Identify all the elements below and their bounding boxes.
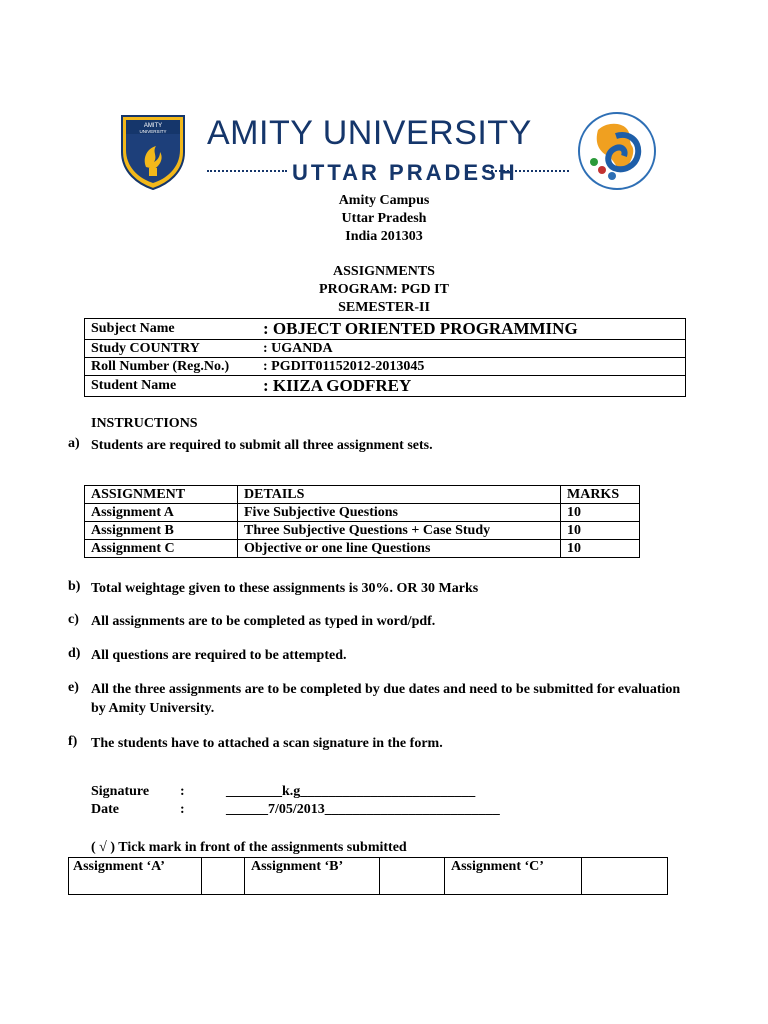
item-letter: b) xyxy=(68,579,81,594)
item-text: Students are required to submit all three assignment sets. xyxy=(91,438,433,453)
address-line-2: Uttar Pradesh xyxy=(341,211,427,226)
heading-semester: SEMESTER-II xyxy=(338,300,430,315)
item-letter: a) xyxy=(68,436,80,451)
item-text: All the three assignments are to be completed by due dates and need to be submitted for evaluation by Amity University. xyxy=(91,682,681,716)
university-subtitle: UTTAR PRADESH xyxy=(292,160,518,185)
table-cell: 10 xyxy=(561,504,640,522)
table-cell: 10 xyxy=(561,540,640,558)
panafrican-enetwork-logo xyxy=(576,110,658,192)
column-header: ASSIGNMENT xyxy=(85,486,238,504)
table-cell: Assignment C xyxy=(85,540,238,558)
item-text: Total weightage given to these assignments is 30%. OR 30 Marks xyxy=(91,581,479,596)
date-colon: : xyxy=(180,802,185,817)
item-letter: e) xyxy=(68,680,79,695)
assignment-a-tick-box[interactable] xyxy=(202,858,245,895)
info-value: : UGANDA xyxy=(257,340,686,358)
tick-mark-instruction: ( √ ) Tick mark in front of the assignments submitted xyxy=(91,840,407,855)
table-header-row xyxy=(85,486,640,504)
info-value: : PGDIT01152012-2013045 xyxy=(257,358,686,376)
table-cell: 10 xyxy=(561,522,640,540)
dotted-divider-right xyxy=(487,170,569,172)
assignment-a-cell: Assignment ‘A’ xyxy=(69,858,202,895)
table-row xyxy=(69,858,668,895)
info-row-roll-number xyxy=(85,358,686,376)
table-row xyxy=(85,522,640,540)
university-title: AMITY UNIVERSITY xyxy=(207,114,532,152)
table-row xyxy=(85,504,640,522)
item-text: The students have to attached a scan signature in the form. xyxy=(91,736,443,751)
assignment-b-cell: Assignment ‘B’ xyxy=(245,858,380,895)
dotted-divider-left xyxy=(207,170,287,172)
instructions-heading: INSTRUCTIONS xyxy=(91,416,198,431)
heading-program: PROGRAM: PGD IT xyxy=(319,282,449,297)
date-label: Date xyxy=(91,802,119,817)
info-label: Roll Number (Reg.No.) xyxy=(85,358,258,376)
amity-logo xyxy=(118,112,188,190)
info-label: Subject Name xyxy=(85,319,258,340)
info-row-country xyxy=(85,340,686,358)
column-header: DETAILS xyxy=(238,486,561,504)
address-line-1: Amity Campus xyxy=(338,193,430,208)
signature-label: Signature xyxy=(91,784,150,799)
date-value: ______7/05/2013_________________________ xyxy=(226,802,500,817)
table-cell: Assignment B xyxy=(85,522,238,540)
student-info-table xyxy=(84,318,686,397)
svg-text:UNIVERSITY: UNIVERSITY xyxy=(139,129,167,134)
table-cell: Assignment A xyxy=(85,504,238,522)
column-header: MARKS xyxy=(561,486,640,504)
assignment-c-cell: Assignment ‘C’ xyxy=(445,858,582,895)
signature-value: ________k.g_________________________ xyxy=(226,784,476,799)
item-text: All assignments are to be completed as typed in word/pdf. xyxy=(91,614,436,629)
item-text: All questions are required to be attempted. xyxy=(91,648,347,663)
info-label: Study COUNTRY xyxy=(85,340,258,358)
info-value: : KIIZA GODFREY xyxy=(257,376,686,397)
address-line-3: India 201303 xyxy=(345,229,423,244)
item-letter: f) xyxy=(68,734,78,749)
info-row-subject xyxy=(85,319,686,340)
table-cell: Three Subjective Questions + Case Study xyxy=(238,522,561,540)
table-row xyxy=(85,540,640,558)
heading-assignments: ASSIGNMENTS xyxy=(333,264,435,279)
assignments-table xyxy=(84,485,640,558)
item-letter: c) xyxy=(68,612,79,627)
info-value: : OBJECT ORIENTED PROGRAMMING xyxy=(257,319,686,340)
info-row-student-name xyxy=(85,376,686,397)
info-label: Student Name xyxy=(85,376,258,397)
svg-text:AMITY: AMITY xyxy=(143,123,163,129)
item-letter: d) xyxy=(68,646,81,661)
assignment-b-tick-box[interactable] xyxy=(380,858,445,895)
submission-tick-table xyxy=(68,857,668,895)
table-cell: Objective or one line Questions xyxy=(238,540,561,558)
assignment-c-tick-box[interactable] xyxy=(582,858,668,895)
table-cell: Five Subjective Questions xyxy=(238,504,561,522)
signature-colon: : xyxy=(180,784,185,799)
